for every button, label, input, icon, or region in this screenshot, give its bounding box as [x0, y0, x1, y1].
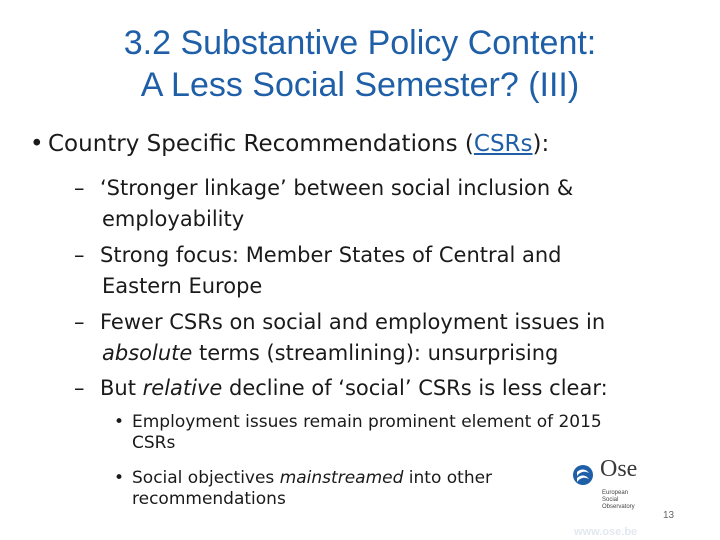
sub-sub-item-2-pre: Social objectives [132, 468, 280, 488]
sub-item-3-line-1: Fewer CSRs on social and employment issues in [100, 310, 606, 334]
sub-sub-item-1-line-2: CSRs [132, 433, 176, 453]
title-line-2: A Less Social Semester? (III) [140, 66, 580, 104]
sub-item-3 [74, 306, 674, 370]
sub-item-2-line-2: Eastern Europe [102, 274, 263, 298]
sub-item-4-pre: But [100, 376, 143, 400]
ose-logo-sub-3: Observatory [602, 504, 635, 510]
bullet-prefix: Country Specific Recommendations ( [48, 131, 474, 157]
title-line-1: 3.2 Substantive Policy Content: [123, 24, 597, 62]
footer-url: www.ose.be [574, 526, 638, 538]
ose-logo [572, 456, 692, 516]
sub-sub-item-2-line-2: recommendations [132, 489, 286, 509]
bullet-dot-icon: • [114, 412, 125, 432]
sub-item-1-line-2: employability [102, 207, 245, 231]
sub-item-4-em: relative [142, 376, 223, 400]
sub-item-3-line-2 [100, 337, 674, 370]
sub-item-3-rest: terms (streamlining): unsurprising [192, 341, 559, 365]
dash-icon: – [74, 176, 85, 200]
slide-title [40, 22, 680, 106]
sub-item-4-line-1 [100, 372, 674, 405]
ose-logo-subtitle [602, 490, 672, 511]
page-number: 13 [663, 510, 675, 521]
sub-sub-item-1 [114, 412, 684, 454]
dash-icon: – [74, 376, 85, 400]
ose-logo-sub-2: Social [602, 497, 619, 503]
sub-item-2 [74, 239, 674, 303]
ose-logo-sub-1: European [602, 490, 629, 496]
bullet-csr [30, 128, 698, 160]
sub-sub-item-2-em: mainstreamed [279, 468, 404, 488]
dash-icon: – [74, 310, 85, 334]
bullet-dot-icon: • [114, 468, 125, 488]
sub-item-4-rest: decline of ‘social’ CSRs is less clear: [222, 376, 608, 400]
ose-logo-icon [572, 464, 594, 486]
dash-icon: – [74, 243, 85, 267]
sub-item-3-em: absolute [102, 341, 193, 365]
sub-item-1 [74, 172, 674, 236]
sub-item-2-line-1: Strong focus: Member States of Central and [100, 243, 562, 267]
sub-item-1-line-1: ‘Stronger linkage’ between social inclusion & [100, 176, 574, 200]
bullet-dot-icon: • [30, 131, 44, 157]
csr-link[interactable]: CSRs [473, 131, 533, 157]
sub-item-4 [74, 372, 674, 405]
sub-sub-item-2-rest: into other [403, 468, 493, 488]
bullet-suffix: ): [532, 131, 550, 157]
ose-logo-name: Ose [600, 456, 638, 482]
sub-sub-item-1-line-1: Employment issues remain prominent element of 2015 [132, 412, 602, 432]
